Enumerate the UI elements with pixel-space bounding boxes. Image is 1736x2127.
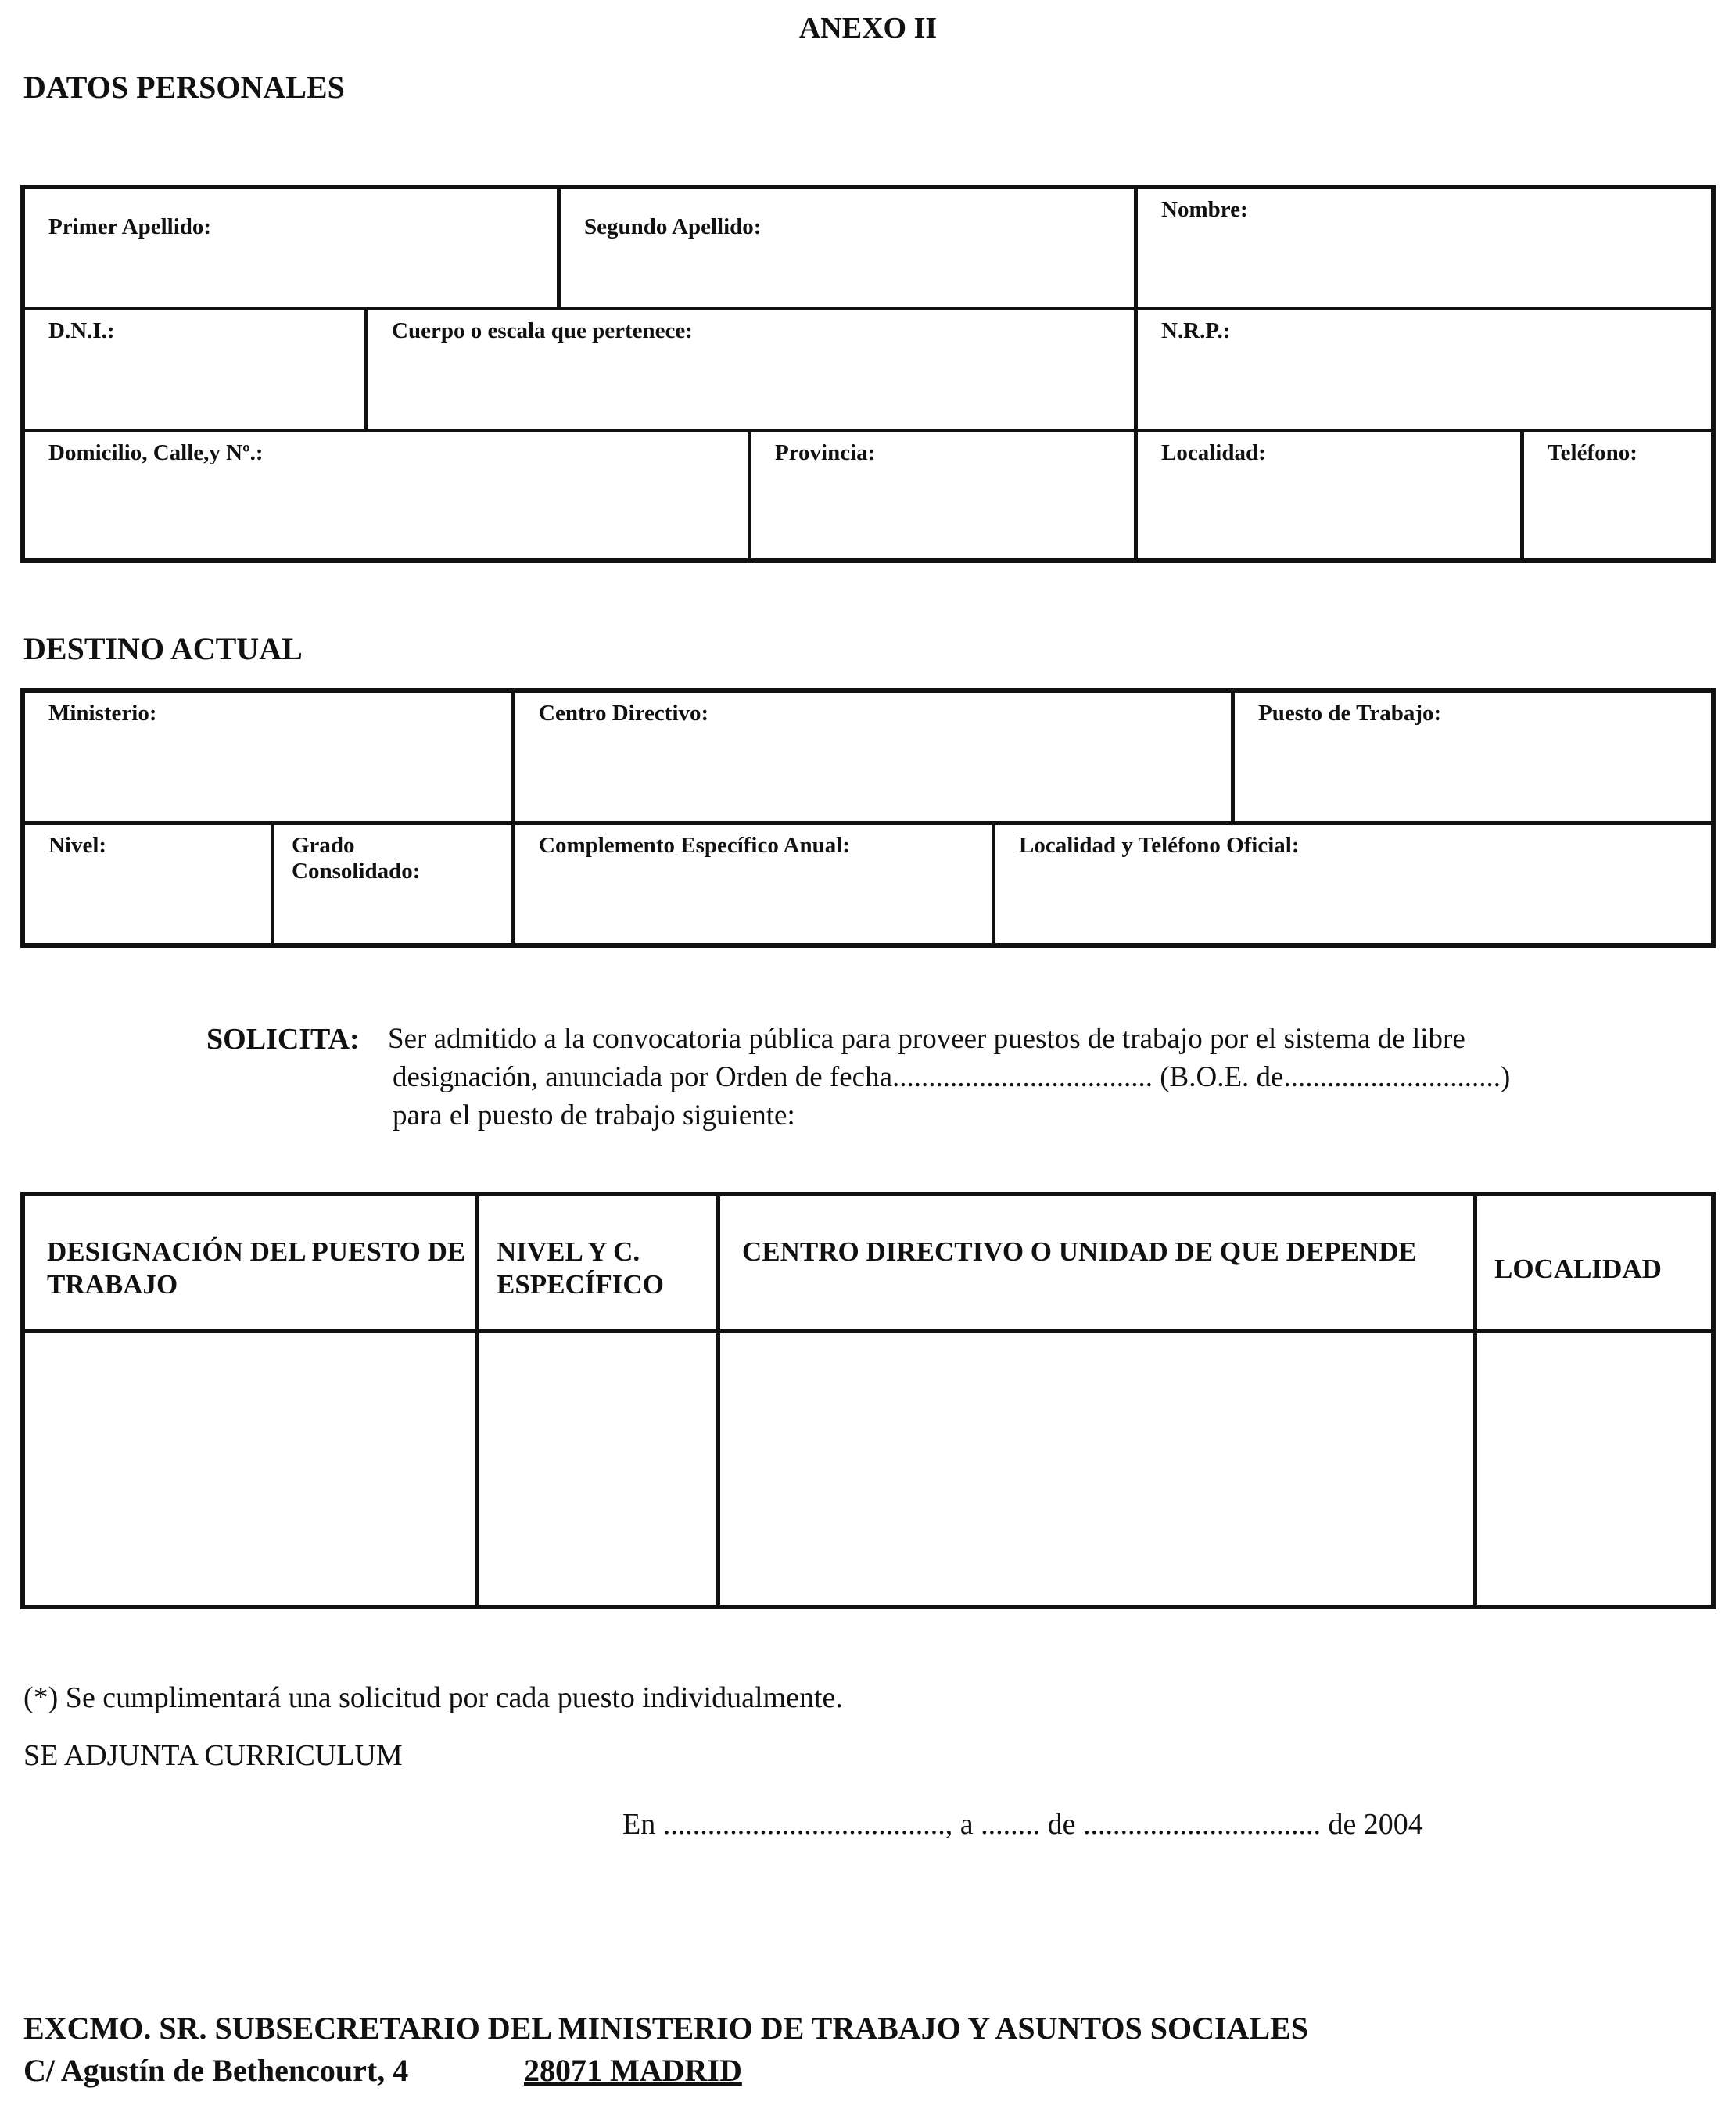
localidad-field[interactable]: Localidad: [1161, 440, 1266, 465]
date-line: En ......................................, a ........ de ................................ de 2004 [622, 1808, 1423, 1841]
solicita-line-1: Ser admitido a la convocatoria pública para proveer puestos de trabajo por el sistema de libre [388, 1023, 1465, 1055]
cell-designacion[interactable] [25, 1333, 475, 1605]
col-header-nivel: NIVEL Y C. ESPECÍFICO [497, 1236, 664, 1300]
dni-field[interactable]: D.N.I.: [48, 318, 115, 343]
solicita-line-3: para el puesto de trabajo siguiente: [393, 1099, 795, 1132]
localidad-telefono-oficial-field[interactable]: Localidad y Teléfono Oficial: [1019, 833, 1300, 858]
nombre-field[interactable]: Nombre: [1161, 197, 1248, 222]
ministerio-field[interactable]: Ministerio: [48, 701, 157, 726]
city-postal: 28071 MADRID [524, 2053, 742, 2088]
section-heading-destino-actual: DESTINO ACTUAL [23, 631, 303, 666]
solicita-line-2: designación, anunciada por Orden de fecha.................................... (B.O.E. de..............................) [393, 1061, 1511, 1093]
datos-personales-form [20, 185, 1716, 563]
nrp-field[interactable]: N.R.P.: [1161, 318, 1231, 343]
centro-directivo-field[interactable]: Centro Directivo: [539, 701, 709, 726]
grado-consolidado-field[interactable]: Grado Consolidado: [292, 833, 421, 884]
col-header-localidad: LOCALIDAD [1494, 1254, 1662, 1284]
primer-apellido-field[interactable]: Primer Apellido: [48, 214, 212, 239]
col-header-centro-directivo: CENTRO DIRECTIVO O UNIDAD DE QUE DEPENDE [742, 1236, 1417, 1267]
complemento-especifico-field[interactable]: Complemento Específico Anual: [539, 833, 850, 858]
puesto-trabajo-field[interactable]: Puesto de Trabajo: [1258, 701, 1442, 726]
domicilio-field[interactable]: Domicilio, Calle,y Nº.: [48, 440, 264, 465]
telefono-field[interactable]: Teléfono: [1548, 440, 1637, 465]
destino-actual-form [20, 688, 1716, 948]
street-address: C/ Agustín de Bethencourt, 4 [23, 2053, 409, 2088]
section-heading-datos-personales: DATOS PERSONALES [23, 70, 345, 105]
cell-localidad[interactable] [1477, 1333, 1711, 1605]
cuerpo-escala-field[interactable]: Cuerpo o escala que pertenece: [392, 318, 693, 343]
addressee: EXCMO. SR. SUBSECRETARIO DEL MINISTERIO DE TRABAJO Y ASUNTOS SOCIALES [23, 2010, 1309, 2046]
solicita-label: SOLICITA: [206, 1023, 360, 1056]
footnote: (*) Se cumplimentará una solicitud por cada puesto individualmente. [23, 1681, 843, 1714]
nivel-field[interactable]: Nivel: [48, 833, 107, 858]
puesto-solicitado-table [20, 1192, 1716, 1609]
page-title: ANEXO II [798, 12, 938, 45]
provincia-field[interactable]: Provincia: [775, 440, 876, 465]
col-header-designacion: DESIGNACIÓN DEL PUESTO DE TRABAJO [47, 1236, 466, 1300]
cell-centro-directivo[interactable] [720, 1333, 1473, 1605]
cell-nivel[interactable] [479, 1333, 716, 1605]
adjunta-curriculum: SE ADJUNTA CURRICULUM [23, 1739, 403, 1772]
segundo-apellido-field[interactable]: Segundo Apellido: [584, 214, 762, 239]
